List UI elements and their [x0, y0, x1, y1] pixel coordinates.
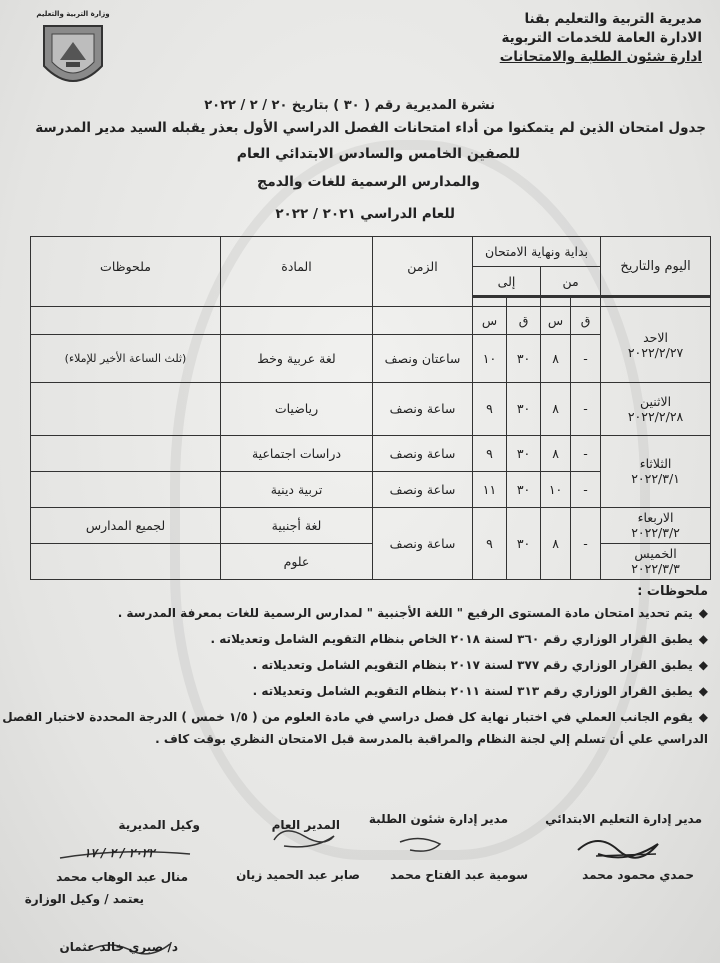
signatory-name: د/ صبري خالد عثمان [59, 940, 178, 954]
title-line-1: جدول امتحان الذين لم يتمكنوا من أداء امتحانات الفصل الدراسي الأول بعذر يقبله السيد مدير المدرسة [35, 120, 706, 136]
note-cell: (ثلث الساعة الأخير للإملاء) [31, 335, 221, 383]
table-row [31, 507, 711, 543]
day-name: الخميس [634, 546, 677, 562]
note-text: يطبق القرار الوزاري رقم ٣٦٠ لسنة ٢٠١٨ الخاص بنظام التقويم الشامل وتعديلاته . [210, 632, 693, 646]
from-s: ٨ [541, 435, 571, 471]
duration-cell: ساعة ونصف [373, 507, 473, 579]
day-name: الاثنين [639, 393, 672, 409]
from-q: - [571, 471, 601, 507]
header-from: من [541, 267, 601, 297]
title-line-4: للعام الدراسي ٢٠٢١ / ٢٠٢٢ [275, 206, 455, 222]
from-s: ٨ [541, 507, 571, 579]
from-q: - [571, 383, 601, 435]
header-notes: ملحوظات [31, 237, 221, 307]
subject-cell: لغة عربية وخط [221, 335, 373, 383]
qs-label: ق [507, 307, 541, 335]
signatory-name: منال عبد الوهاب محمد [56, 870, 188, 884]
bulletin-line: نشرة المديرية رقم ( ٣٠ ) بتاريخ ٢٠ / ٢ / ٢٠٢٢ [204, 98, 495, 113]
duration-cell: ساعة ونصف [373, 435, 473, 471]
day-date: ٢٠٢٢/٣/٢ [631, 525, 680, 541]
signature-role: وكيل المديرية [118, 818, 200, 832]
logo-caption: وزارة التربية والتعليم [36, 10, 110, 18]
bullet-icon: ◆ [698, 606, 708, 620]
note-cell: لجميع المدارس [31, 507, 221, 543]
from-q: - [571, 435, 601, 471]
header-line-3: ادارة شئون الطلبة والامتحانات [499, 49, 702, 65]
note-text: يطبق القرار الوزاري رقم ٣١٣ لسنة ٢٠١١ بنظام التقويم الشامل وتعديلاته . [252, 684, 693, 698]
list-item [8, 606, 708, 620]
note-text: يقوم الجانب العملي في اختبار نهاية كل فصل دراسي في مادة العلوم من ( ١/٥ خمس ) الدرجة المحددة لاختبار الفصل [2, 710, 693, 724]
exam-schedule-table [30, 236, 711, 580]
header-duration: الزمن [373, 237, 473, 307]
table-row [31, 543, 711, 579]
note-cell [31, 471, 221, 507]
from-s: ٨ [541, 335, 571, 383]
signatory-name: صابر عبد الحميد زيان [236, 868, 360, 882]
to-q: ٣٠ [507, 471, 541, 507]
day-cell-1 [601, 307, 711, 383]
list-item [8, 632, 708, 646]
note-text: الدراسي علي أن تسلم إلي لجنة النظام والمراقبة بالمدرسة قبل الامتحان النظري بوقت كاف . [155, 732, 708, 746]
from-q: - [571, 507, 601, 579]
duration-cell: ساعتان ونصف [373, 335, 473, 383]
day-name: الاربعاء [637, 510, 674, 526]
to-q: ٣٠ [507, 383, 541, 435]
day-cell-3 [601, 435, 711, 507]
notes-list [2, 606, 708, 758]
table-row [31, 383, 711, 435]
signature-role: المدير العام [271, 818, 340, 832]
signature-role: مدير إدارة شئون الطلبة [368, 812, 508, 826]
list-item-continuation [8, 732, 708, 746]
from-s: ٨ [541, 383, 571, 435]
signatory-name: سومية عبد الفتاح محمد [390, 868, 528, 882]
header-to: إلى [473, 267, 541, 297]
day-cell-2 [601, 383, 711, 435]
duration-cell: ساعة ونصف [373, 383, 473, 435]
header-start-end: بداية ونهاية الامتحان [473, 237, 601, 267]
signature-date: ٢٠٢٢ / ٢ / ١٧ [84, 846, 155, 860]
subject-cell: لغة أجنبية [221, 507, 373, 543]
title-line-3: والمدارس الرسمية للغات والدمج [257, 174, 480, 190]
day-cell-6 [601, 543, 711, 579]
day-cell-5 [601, 507, 711, 543]
qs-label: س [473, 307, 507, 335]
signatory-name: حمدي محمود محمد [582, 868, 694, 882]
from-q: - [571, 335, 601, 383]
bullet-icon: ◆ [698, 684, 708, 698]
header-subject: المادة [221, 237, 373, 307]
day-date: ٢٠٢٢/٣/٣ [631, 561, 680, 577]
title-line-2: للصفين الخامس والسادس الابتدائي العام [236, 146, 520, 162]
to-s: ١١ [473, 471, 507, 507]
note-text: يتم تحديد امتحان مادة المستوى الرفيع " اللغة الأجنبية " لمدارس الرسمية للغات بمعرفة المدرسة . [117, 606, 693, 620]
bullet-icon: ◆ [698, 632, 708, 646]
bullet-icon: ◆ [698, 710, 708, 724]
signature-role: مدير إدارة التعليم الابتدائي [545, 812, 702, 826]
note-cell [31, 435, 221, 471]
header-block [482, 10, 702, 67]
approval-label: يعتمد / وكيل الوزارة [24, 892, 144, 906]
subject-cell: تربية دينية [221, 471, 373, 507]
day-date: ٢٠٢٢/٢/٢٧ [627, 344, 684, 360]
day-name: الاحد [643, 329, 668, 345]
to-s: ٩ [473, 507, 507, 579]
day-date: ٢٠٢٢/٢/٢٨ [627, 408, 684, 424]
note-text: يطبق القرار الوزاري رقم ٣٧٧ لسنة ٢٠١٧ بنظام التقويم الشامل وتعديلاته . [252, 658, 693, 672]
to-q: ٣٠ [507, 507, 541, 579]
qs-label: ق [571, 307, 601, 335]
to-s: ١٠ [473, 335, 507, 383]
list-item [2, 710, 708, 724]
qs-label: س [541, 307, 571, 335]
list-item [8, 658, 708, 672]
to-q: ٣٠ [507, 335, 541, 383]
subject-cell: دراسات اجتماعية [221, 435, 373, 471]
bullet-icon: ◆ [698, 658, 708, 672]
notes-title: ملحوظات : [637, 584, 708, 599]
to-s: ٩ [473, 383, 507, 435]
from-s: ١٠ [541, 471, 571, 507]
to-s: ٩ [473, 435, 507, 471]
day-date: ٢٠٢٢/٣/١ [631, 471, 680, 487]
subject-cell: رياضيات [221, 383, 373, 435]
table-row [31, 435, 711, 471]
list-item [8, 684, 708, 698]
header-line-2: الادارة العامة للخدمات التربوية [501, 30, 702, 46]
ministry-logo [36, 12, 110, 96]
day-name: الثلاثاء [639, 456, 672, 472]
note-cell [31, 383, 221, 435]
note-cell [31, 543, 221, 579]
header-day-date: اليوم والتاريخ [601, 237, 711, 297]
subject-cell: علوم [221, 543, 373, 579]
header-line-1: مديرية التربية والتعليم بقنا [524, 11, 702, 27]
duration-cell: ساعة ونصف [373, 471, 473, 507]
to-q: ٣٠ [507, 435, 541, 471]
